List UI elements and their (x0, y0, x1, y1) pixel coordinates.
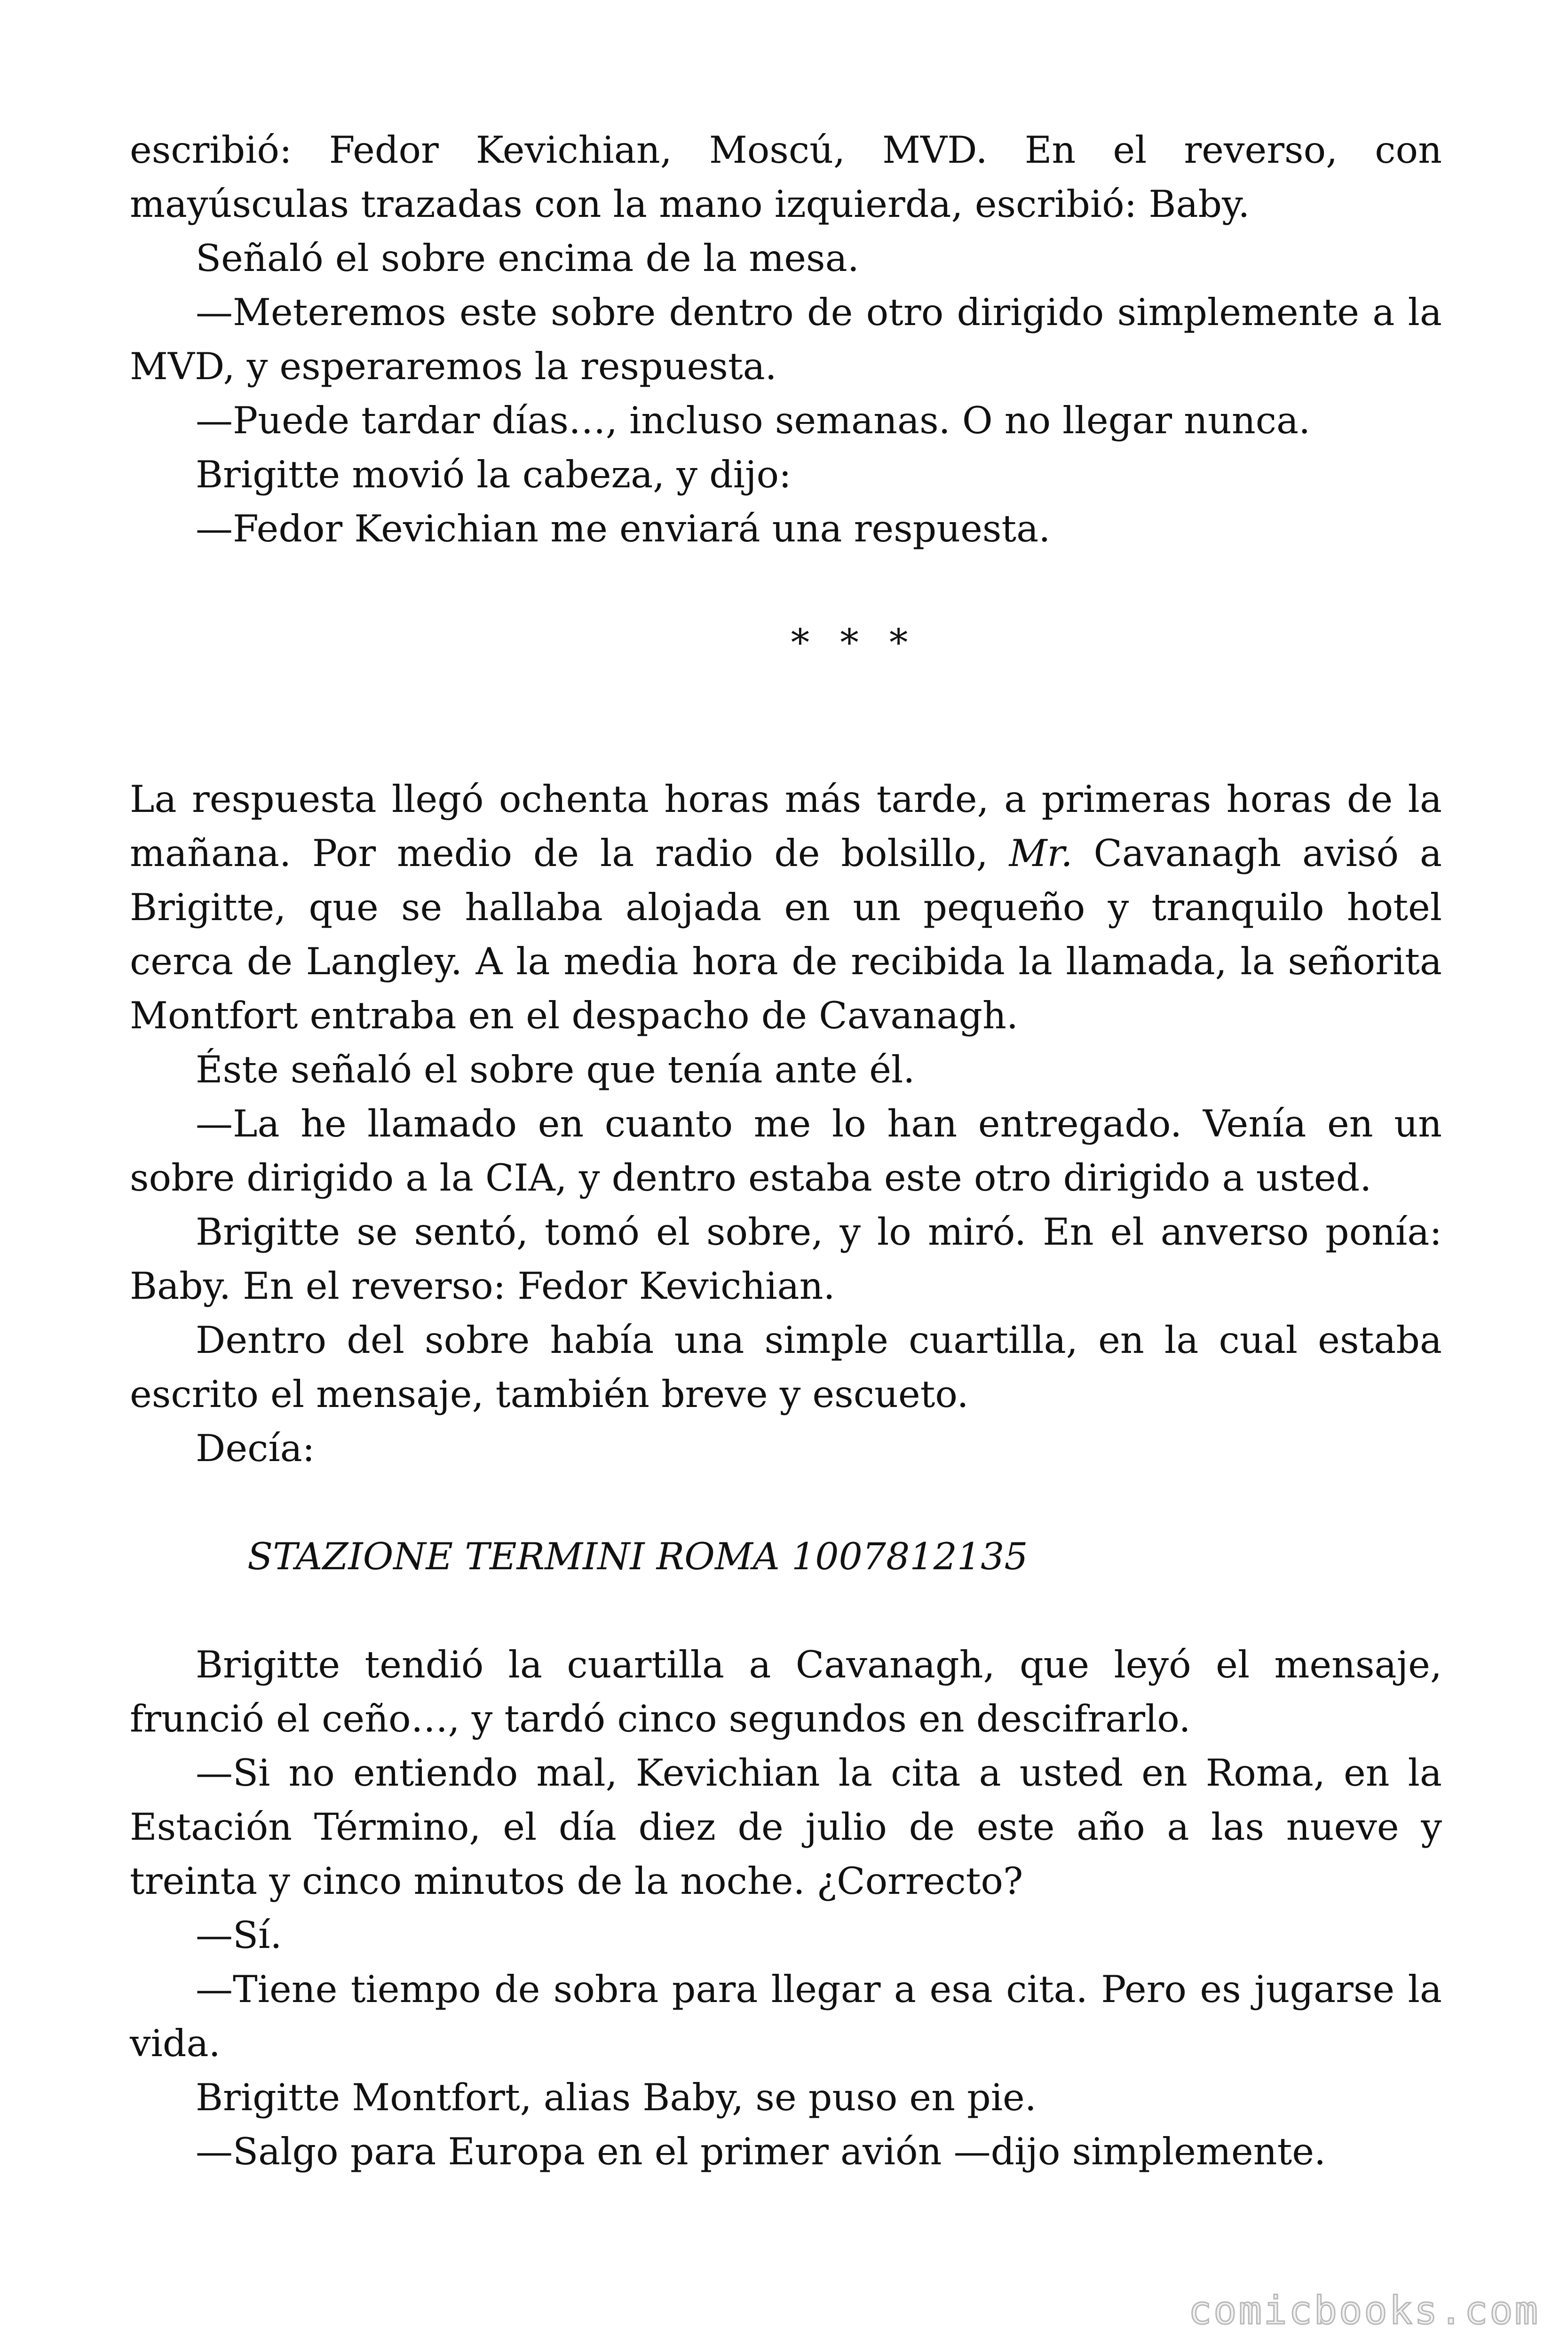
dialogue-line: —Tiene tiempo de sobra para llegar a esa cita. Pero es jugarse la vida. (130, 1968, 1442, 2065)
site-watermark: comicbooks.com (1188, 2288, 1540, 2333)
dialogue-line: —Fedor Kevichian me enviará una respuesta. (196, 507, 1051, 550)
dialogue-line: —Puede tardar días…, incluso semanas. O no llegar nunca. (196, 399, 1311, 442)
paragraph: Señaló el sobre encima de la mesa. (196, 237, 859, 280)
message-text: STAZIONE TERMINI ROMA 1007812135 (247, 1535, 1028, 1578)
paragraph: Brigitte tendió la cuartilla a Cavanagh, que leyó el mensaje, frunció el ceño…, y tardó cinco segundos en descifrarlo. (130, 1643, 1442, 1740)
dialogue-line: —Sí. (196, 1914, 282, 1957)
text-run: La respuesta llegó ochenta horas más tarde, a primeras horas de la mañana. Por medio de la radio de bolsillo, (130, 778, 1442, 875)
paragraph: escribió: Fedor Kevichian, Moscú, MVD. En el reverso, con mayúsculas trazadas con la mano izquierda, escribió: Baby. (130, 128, 1442, 226)
paragraph: Brigitte se sentó, tomó el sobre, y lo miró. En el anverso ponía: Baby. En el reverso: Fedor Kevichian. (130, 1210, 1442, 1308)
paragraph (130, 772, 1442, 1043)
spacer (130, 1476, 1442, 1530)
dialogue-line: —Salgo para Europa en el primer avión —dijo simplemente. (196, 2130, 1326, 2173)
paragraph: Brigitte Montfort, alias Baby, se puso en pie. (196, 2076, 1037, 2119)
paragraph: Éste señaló el sobre que tenía ante él. (196, 1048, 915, 1091)
page-body-text (130, 123, 1442, 2179)
separator-asterisks: * * * (791, 621, 918, 664)
spacer (130, 1584, 1442, 1638)
emphasis-text: Mr. (1009, 832, 1073, 875)
text-run: Cavanagh avisó a Brigitte, que se hallaba alojada en un pequeño y tranquilo hotel cerca de Langley. A la media hora de recibida la llamada, la señorita Montfort entraba en el despacho de Cavanagh. (130, 832, 1442, 1037)
section-separator (130, 556, 1442, 772)
dialogue-line: —Si no entiendo mal, Kevichian la cita a usted en Roma, en la Estación Término, el día diez de julio de este año a las nueve y treinta y cinco minutos de la noche. ¿Correcto? (130, 1751, 1442, 1903)
paragraph: Dentro del sobre había una simple cuartilla, en la cual estaba escrito el mensaje, también breve y escueto. (130, 1319, 1442, 1416)
paragraph: Decía: (196, 1427, 315, 1470)
dialogue-line: —La he llamado en cuanto me lo han entregado. Venía en un sobre dirigido a la CIA, y dentro estaba este otro dirigido a usted. (130, 1102, 1442, 1200)
paragraph: Brigitte movió la cabeza, y dijo: (196, 453, 792, 496)
dialogue-line: —Meteremos este sobre dentro de otro dirigido simplemente a la MVD, y esperaremos la respuesta. (130, 291, 1442, 388)
